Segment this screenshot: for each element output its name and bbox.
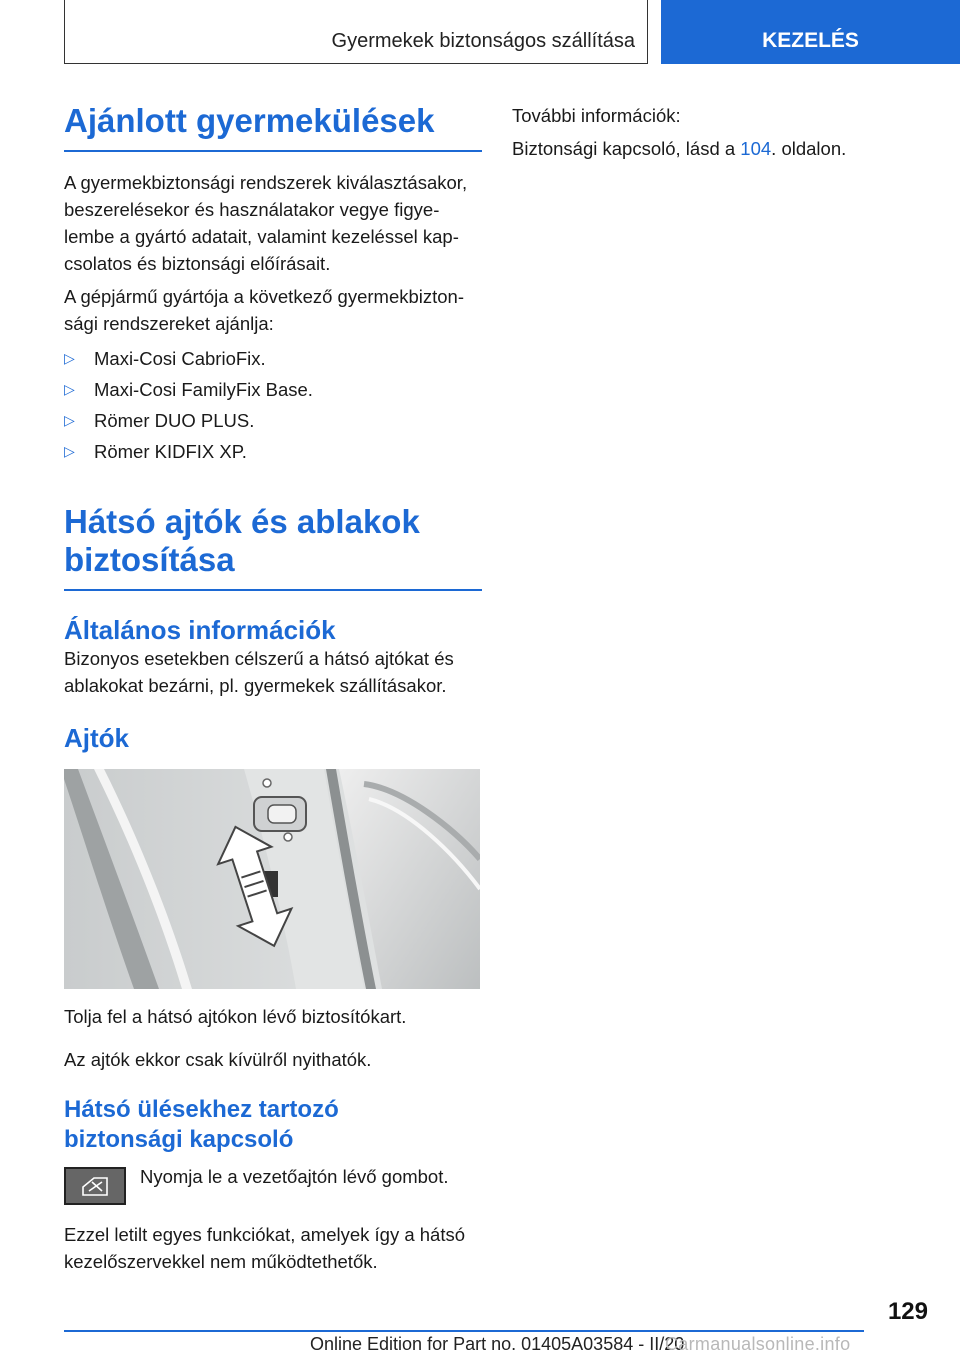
safety-switch-row xyxy=(64,1163,482,1205)
bullet-triangle-icon: ▷ xyxy=(64,350,75,366)
more-info-text: Biztonsági kapcsoló, lásd a 104. oldalon. xyxy=(512,138,847,159)
chapter-tab[interactable]: KEZELÉS xyxy=(661,0,960,64)
doors-paragraph-2: Az ajtók ekkor csak kívülről nyithatók. xyxy=(64,1049,372,1070)
safety-switch-paragraph: Nyomja le a vezetőajtón lévő gombot. xyxy=(140,1166,449,1187)
general-paragraph: Bizonyos esetekben célszerű a hátsó ajtókat és ablakokat bezárni, pl. gyermekek szállításakor. xyxy=(64,648,454,696)
header-frame xyxy=(64,0,648,64)
header-title: Gyermekek biztonságos szállítása xyxy=(331,30,635,52)
window-lock-icon xyxy=(64,1167,126,1205)
recommended-seat-list xyxy=(64,345,482,469)
subsection-title-safety-switch: Hátsó ülésekhez tartozó biztonsági kapcsoló xyxy=(64,1096,339,1153)
door-lock-drawing xyxy=(64,769,480,989)
bullet-triangle-icon: ▷ xyxy=(64,381,75,397)
footer-watermark: Carmanualsonline.info xyxy=(665,1334,851,1354)
left-column xyxy=(64,102,482,1275)
section-title-rear-doors: Hátsó ajtók és ablakok biztosítása xyxy=(64,503,482,591)
section-title-recommended: Ajánlott gyermekülések xyxy=(64,102,482,152)
more-info-label: További információk: xyxy=(512,105,681,126)
page-reference-link[interactable]: 104 xyxy=(740,138,772,159)
footer-edition: Online Edition for Part no. 01405A03584 - II/20 xyxy=(310,1334,685,1354)
door-lock-illustration xyxy=(64,769,480,989)
right-column xyxy=(512,102,932,162)
footer-divider xyxy=(64,1330,864,1332)
bullet-triangle-icon: ▷ xyxy=(64,443,75,459)
list-item: ▷ Römer DUO PLUS. xyxy=(64,407,482,438)
subsection-title-doors: Ajtók xyxy=(64,723,129,753)
list-item: ▷ Römer KIDFIX XP. xyxy=(64,438,482,469)
recommended-paragraph-1: A gyermekbiztonsági rendszerek kiválasztásakor, beszerelésekor és használatakor vegye figyelembe a gyártó adatait, valamint kezeléssel kapcsolatos és biztonsági előírásait. xyxy=(64,172,468,274)
safety-switch-paragraph-2: Ezzel letilt egyes funkciókat, amelyek így a hátsó kezelőszervekkel nem működtethetők. xyxy=(64,1224,466,1272)
page-number: 129 xyxy=(887,1298,928,1325)
list-item: ▷ Maxi-Cosi FamilyFix Base. xyxy=(64,376,482,407)
bullet-triangle-icon: ▷ xyxy=(64,412,75,428)
subsection-title-general: Általános információk xyxy=(64,615,336,645)
list-item: ▷ Maxi-Cosi CabrioFix. xyxy=(64,345,482,376)
doors-paragraph-1: Tolja fel a hátsó ajtókon lévő biztosítókart. xyxy=(64,1006,407,1027)
recommended-paragraph-2: A gépjármű gyártója a következő gyermekbiztonsági rendszereket ajánlja: xyxy=(64,286,465,334)
